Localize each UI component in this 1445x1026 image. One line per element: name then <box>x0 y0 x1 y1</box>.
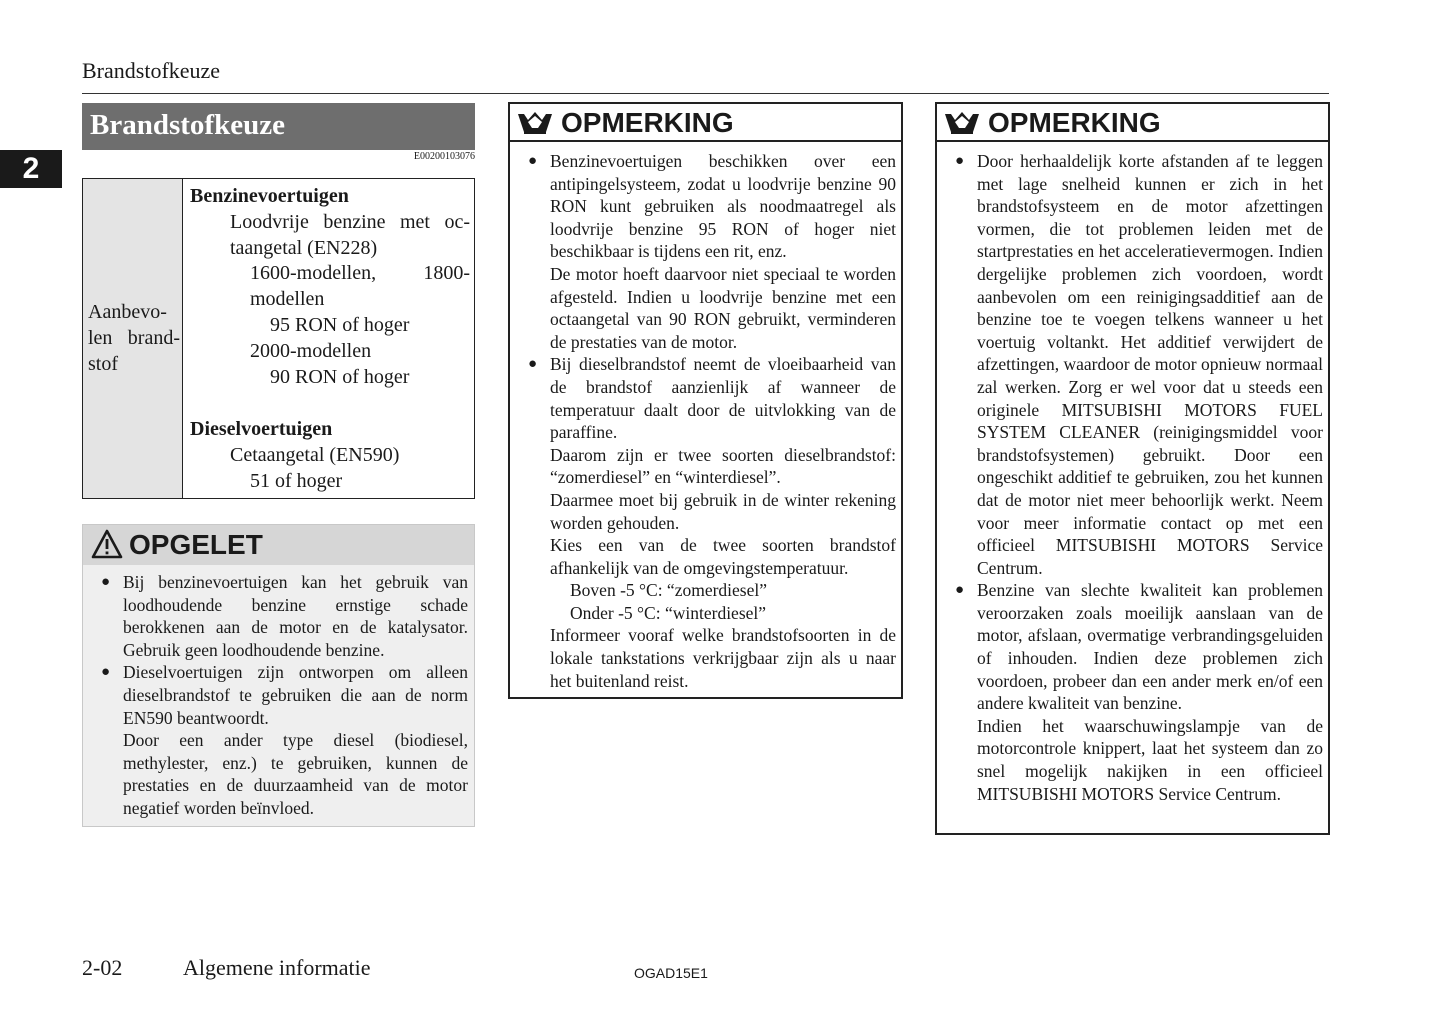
petrol-spec-line2: taangetal (EN228) <box>230 236 378 259</box>
diesel-spec: Cetaangetal (EN590) <box>230 444 400 467</box>
note-body-2 <box>955 150 1323 805</box>
note-box-1 <box>508 102 903 699</box>
note-hand-icon <box>516 110 554 136</box>
models-suffix: modellen <box>250 288 325 311</box>
note-paragraph: Informeer vooraf welke brandstofsoorten in de lokale tankstations verkrijgbaar zijn als u naar het buitenland reist. <box>550 625 896 691</box>
models-1600-1800-line <box>190 261 470 287</box>
note-body-1 <box>528 150 896 692</box>
note-item: ● Bij dieselbrandstof neemt de vloeibaarheid van de brandstof aanzienlijk af wanneer de temperatuur daalt door de uitvlokking van de paraffine. <box>528 353 896 443</box>
chapter-tab: 2 <box>0 150 62 188</box>
note-title-1: OPMERKING <box>561 107 734 138</box>
diesel-value: 51 of hoger <box>250 469 343 492</box>
ron-90-value: 90 RON of hoger <box>270 365 410 388</box>
recommended-fuel-table <box>82 178 475 499</box>
warning-triangle-icon <box>91 529 123 559</box>
caution-body <box>101 571 468 820</box>
caution-header <box>83 525 474 565</box>
note-temp-below: Onder -5 °C: “winterdiesel” <box>570 602 767 623</box>
note-item: ● Benzinevoertuigen beschikken over een antipingelsysteem, zodat u loodvrije benzine 90 RON kunt gebruiken als noodmaatregel als loodvrije benzine 95 RON of hoger niet beschikbaar is tijdens een rit, enz. <box>528 150 896 263</box>
note-paragraph: Daarom zijn er twee soorten dieselbrandstof: “zomerdiesel” en “winterdiesel”. <box>550 444 896 488</box>
ron-95-value: 95 RON of hoger <box>270 313 410 336</box>
note-header-2 <box>937 104 1328 142</box>
caution-title: OPGELET <box>129 529 263 560</box>
note-paragraph: Indien het waarschuwingslampje van de motorcontrole knippert, laat het systeem dan zo snel mogelijk nakijken in een officieel MITSUBISHI MOTORS Service Centrum. <box>977 715 1323 804</box>
header-divider <box>82 93 1329 94</box>
note-item: ● Door herhaaldelijk korte afstanden af te leggen met lage snelheid kunnen er zich in het brandstofsysteem en de motor afzettingen vormen, die tot problemen leiden met de startprestaties en het acceleratievermogen. Indien dergelijke problemen zich voordoen, wordt aanbevolen om een reinigingsadditief aan de benzine toe te voegen telkens wanneer u het voertuig voltankt. Het additief verwijdert de afzettingen, waardoor de motor opnieuw normaal zal werken. Zorg er wel voor dat u steeds een originele MITSUBISHI MOTORS FUEL SYSTEM CLEANER (reinigingsmiddel voor brandstofsystemen) gebruikt. Door een ongeschikt additief te gebruiken, zou het kunnen dat de motor niet meer behoorlijk werkt. Neem voor meer informatie contact op met een officieel MITSUBISHI MOTORS Service Centrum. <box>955 150 1323 579</box>
note-header-1 <box>510 104 901 142</box>
table-row-label: Aanbevo-len brand-stof <box>88 301 180 375</box>
model-1600-label: 1600-modellen, <box>250 262 377 285</box>
model-1800-label: 1800- <box>423 262 470 285</box>
table-value-cell <box>190 184 470 495</box>
footer-section-name: Algemene informatie <box>183 955 371 980</box>
table-row-label-cell <box>83 179 183 498</box>
note-title-2: OPMERKING <box>988 107 1161 138</box>
diesel-heading: Dieselvoertuigen <box>190 418 333 441</box>
reference-code: E00200103076 <box>413 151 475 162</box>
caution-item: ● Bij benzinevoertuigen kan het gebruik van loodhoudende benzine ernstige schade berokkenen aan de motor en de katalysator. Gebruik geen loodhoudende benzine. <box>101 571 468 661</box>
caution-box <box>82 524 475 827</box>
note-item: ● Benzine van slechte kwaliteit kan problemen veroorzaken zoals moeilijk aanslaan van de motor, afslaan, overmatige verbrandingsgeluiden of inhouden. Indien deze problemen zich voordoen, probeer dan een ander merk en/of een andere kwaliteit van benzine. <box>955 579 1323 715</box>
footer-page-number: 2-02 <box>82 955 123 980</box>
caution-extra: Door een ander type diesel (biodiesel, methylester, enz.) te gebruiken, kunnen de prestaties en de duurzaamheid van de motor negatief worden beïnvloed. <box>123 730 468 818</box>
note-box-2 <box>935 102 1330 835</box>
petrol-heading: Benzinevoertuigen <box>190 185 349 207</box>
note-paragraph: Kies een van de twee soorten brandstof afhankelijk van de omgevingstemperatuur. <box>550 535 896 578</box>
section-title: Brandstofkeuze <box>82 103 475 150</box>
petrol-spec-line1: Loodvrije benzine met oc- <box>230 210 470 233</box>
model-2000-label: 2000-modellen <box>250 339 372 362</box>
footer-doc-code: OGAD15E1 <box>634 965 708 981</box>
note-paragraph: De motor hoeft daarvoor niet speciaal te worden afgesteld. Indien u loodvrije benzine met een octaangetal van 90 RON gebruikt, verminderen de prestaties van de motor. <box>550 263 896 352</box>
caution-item: ● Dieselvoertuigen zijn ontworpen om alleen dieselbrandstof te gebruiken die aan de norm EN590 beantwoordt. <box>101 661 468 729</box>
note-temp-above: Boven -5 °C: “zomerdiesel” <box>570 580 768 601</box>
page-header-title: Brandstofkeuze <box>82 58 221 83</box>
note-paragraph: Daarmee moet bij gebruik in de winter rekening worden gehouden. <box>550 489 896 533</box>
note-hand-icon <box>943 110 981 136</box>
